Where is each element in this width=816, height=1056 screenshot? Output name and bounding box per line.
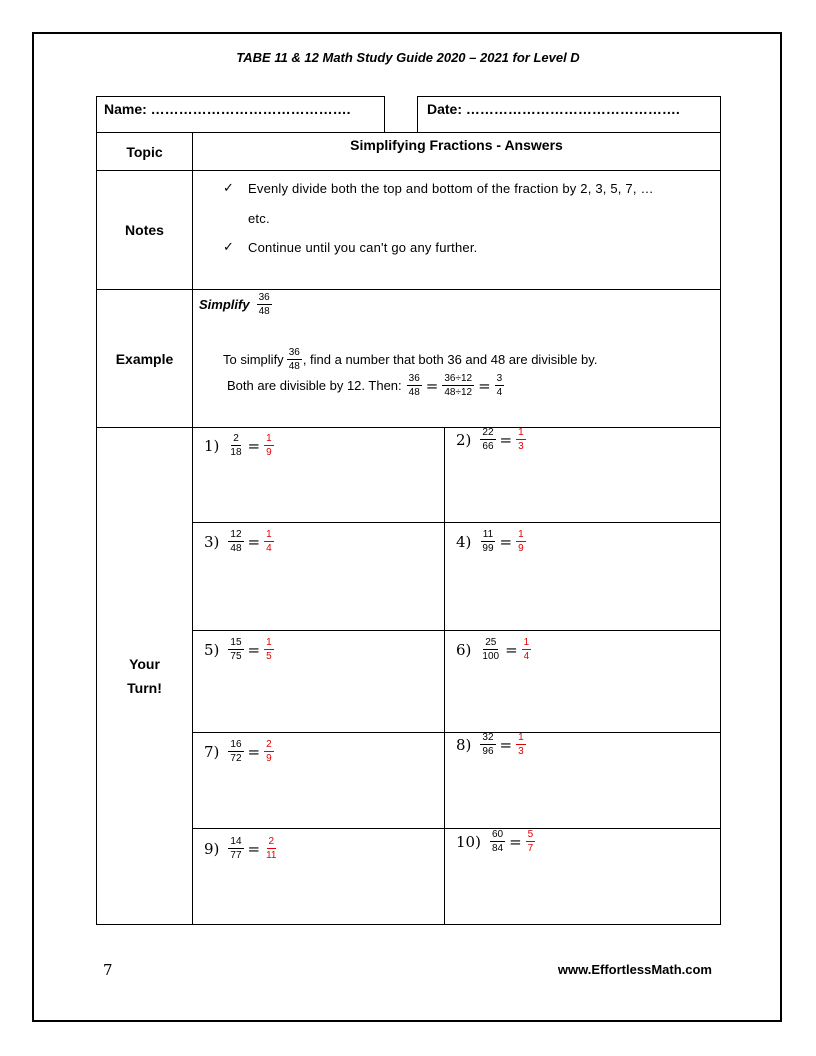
date-box [417,96,721,133]
problem-fraction: $\frac{60}{84}$ [491,829,504,854]
problem-fraction: $\frac{14}{77}$ [230,836,242,861]
your-turn-label: Your Turn! [127,656,162,696]
problem-fraction: $\frac{16}{72}$ [230,739,242,764]
date-field-label: Date: ………………………………………. [427,101,680,117]
example-content-cell [192,289,721,428]
problem-8: 8) $\frac{32}{96}$ = $\frac{1}{3}$ [456,732,524,757]
page-number: 7 [103,961,113,979]
answer-fraction: $\frac{1}{4}$ [523,637,530,662]
notes-label: Notes [125,222,164,238]
topic-label: Topic [126,143,163,160]
your-turn-label-cell [96,427,193,925]
example-start-fraction: $\frac{36}{48}$ [408,373,420,398]
problem-fraction: $\frac{32}{96}$ [482,732,494,757]
problem-9: 9) $\frac{14}{77}$ = $\frac{2}{11}$ [204,836,277,861]
page-header-title: TABE 11 & 12 Math Study Guide 2020 – 2021 for Level D [236,50,580,65]
problem-7: 7) $\frac{16}{72}$ = $\frac{2}{9}$ [204,739,272,764]
problem-fraction: $\frac{25}{100}$ [482,637,500,662]
problem-3: 3) $\frac{12}{48}$ = $\frac{1}{4}$ [204,529,272,554]
example-simplify-prompt [199,292,273,317]
problem-fraction: $\frac{11}{99}$ [482,529,494,554]
example-result-fraction: $\frac{3}{4}$ [496,373,503,398]
name-box [96,96,385,133]
answer-fraction: $\frac{1}{3}$ [518,732,524,757]
answer-fraction: $\frac{1}{3}$ [518,427,524,452]
answer-fraction: $\frac{1}{4}$ [266,529,272,554]
notes-content-cell [192,170,721,290]
problem-6: 6) $\frac{25}{100}$ = $\frac{1}{4}$ [456,637,530,662]
problem-fraction: $\frac{2}{18}$ [230,433,242,458]
footer-website: www.EffortlessMath.com [557,962,712,977]
answer-fraction: $\frac{2}{11}$ [266,836,277,861]
answer-fraction: $\frac{1}{9}$ [518,529,524,554]
problem-1: 1) $\frac{2}{18}$ = $\frac{1}{9}$ [204,433,272,458]
topic-label-cell [96,132,193,171]
answer-fraction: $\frac{2}{9}$ [266,739,272,764]
example-step-fraction: $\frac{36\div 12}{48\div 12}$ [444,373,473,398]
notes-line-1-continued: etc. [248,211,270,226]
topic-value-cell [192,132,721,171]
example-inline-fraction: $\frac{36}{48}$ [288,347,300,372]
check-icon: ✓ [223,239,234,254]
example-label: Example [115,350,174,367]
problem-fraction: $\frac{15}{75}$ [230,637,242,662]
check-icon: ✓ [223,180,234,195]
example-line-1: To simplify $\frac{36}{48}$ , find a number that both 36 and 48 are divisible by. [223,347,598,372]
answer-fraction: $\frac{5}{7}$ [527,829,534,854]
notes-line-2: Continue until you can't go any further. [248,240,478,255]
answer-fraction: $\frac{1}{9}$ [266,433,272,458]
example-line-2: Both are divisible by 12. Then: $\frac{36}{48}$ = $\frac{36\div 12}{48\div 12}$ = $\frac{3}{4}$ [227,373,503,398]
name-field-label: Name: ……………………………………. [104,101,351,117]
notes-label-cell [96,170,193,290]
answer-fraction: $\frac{1}{5}$ [266,637,272,662]
problem-4: 4) $\frac{11}{99}$ = $\frac{1}{9}$ [456,529,524,554]
problem-5: 5) $\frac{15}{75}$ = $\frac{1}{5}$ [204,637,272,662]
problem-10: 10) $\frac{60}{84}$ = $\frac{5}{7}$ [456,829,534,854]
notes-line-1: Evenly divide both the top and bottom of the fraction by 2, 3, 5, 7, … [248,181,654,196]
example-label-cell [96,289,193,428]
problem-fraction: $\frac{12}{48}$ [230,529,242,554]
problem-fraction: $\frac{22}{66}$ [482,427,494,452]
problem-2: 2) $\frac{22}{66}$ = $\frac{1}{3}$ [456,427,524,452]
example-fraction: $\frac{36}{48}$ [258,292,270,317]
topic-value: Simplifying Fractions - Answers [350,137,563,153]
simplify-word: Simplify [199,297,250,312]
